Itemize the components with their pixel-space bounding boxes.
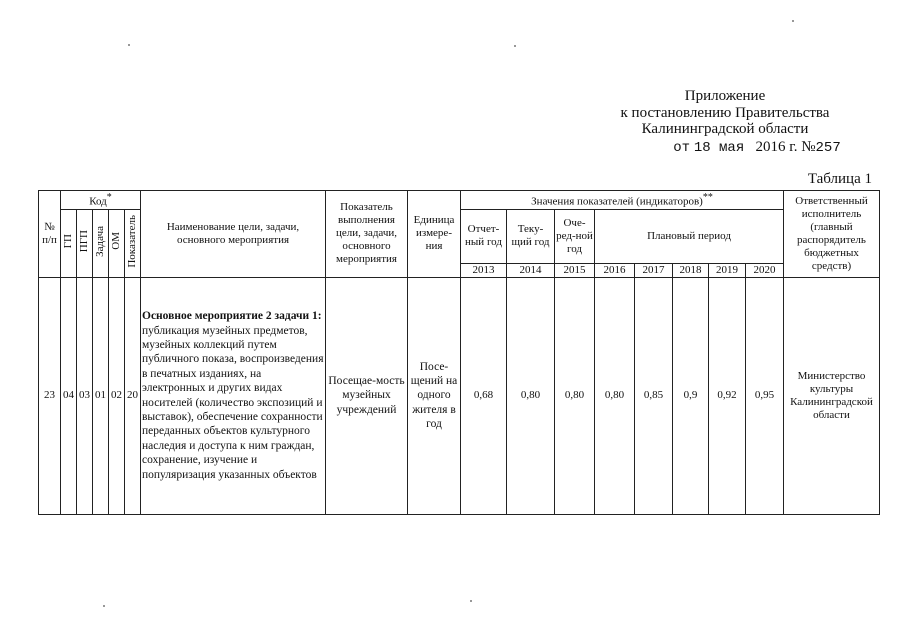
next-year-header: Оче-ред-ной год [555, 209, 595, 263]
year-cell: 2014 [507, 263, 555, 277]
row-value-2013: 0,68 [461, 277, 507, 514]
header-row-1 [39, 191, 880, 210]
scan-speck [103, 605, 105, 607]
code-pgp: ПГП [77, 209, 93, 277]
code-task: Задача [93, 209, 109, 277]
row-name-text [142, 309, 324, 482]
date-year: 2016 г. № [755, 138, 816, 155]
row-code-indicator: 20 [125, 277, 141, 514]
row-value-2015: 0,80 [555, 277, 595, 514]
row-value-2017: 0,85 [635, 277, 673, 514]
row-value-2019: 0,92 [709, 277, 746, 514]
table-row [39, 277, 880, 514]
scan-speck [514, 45, 516, 47]
code-gp: ГП [61, 209, 77, 277]
row-name-rest: публикация музейных предметов, музейных коллекций путем публичного показа, воспроизведения в печатных изданиях, на электронных и других видах носителей (количество экспозиций и выставок), обеспечение сохранности переданных объектов культурного наследия и доступа к ним граждан, сохранение, изучение и популяризация указанных объектов [142, 324, 324, 481]
col-responsible-header: Ответственный исполнитель (главный распорядитель бюджетных средств) [784, 191, 880, 278]
col-unit-header: Единица измере-ния [408, 191, 461, 278]
row-unit: Посе-щений на одного жителя в год [408, 277, 461, 514]
col-indicator-header: Показатель выполнения цели, задачи, основного мероприятия [326, 191, 408, 278]
row-code-task: 01 [93, 277, 109, 514]
header-resolution: к постановлению Правительства [620, 104, 830, 121]
year-cell: 2018 [673, 263, 709, 277]
scan-speck [128, 44, 130, 46]
plan-period-header: Плановый период [595, 209, 784, 263]
code-om: ОМ [109, 209, 125, 277]
row-name-bold: Основное мероприятие 2 задачи 1: [142, 310, 322, 323]
year-cell: 2017 [635, 263, 673, 277]
code-indicator: Показатель [125, 209, 141, 277]
date-handwritten: 18 мая [693, 139, 745, 156]
year-cell: 2016 [595, 263, 635, 277]
document-header [560, 88, 890, 156]
row-value-2014: 0,80 [507, 277, 555, 514]
doc-number: 257 [815, 139, 841, 156]
row-indicator: Посещае-мость музейных учреждений [326, 277, 408, 514]
row-name [141, 277, 326, 514]
header-appendix: Приложение [684, 88, 766, 104]
year-cell: 2013 [461, 263, 507, 277]
year-cell: 2020 [746, 263, 784, 277]
row-value-2016: 0,80 [595, 277, 635, 514]
scan-speck [792, 20, 794, 22]
col-name-header: Наименование цели, задачи, основного мероприятия [141, 191, 326, 278]
row-num: 23 [39, 277, 61, 514]
row-value-2018: 0,9 [673, 277, 709, 514]
header-date-line [560, 139, 890, 157]
row-value-2020: 0,95 [746, 277, 784, 514]
table-caption: Таблица 1 [807, 171, 872, 187]
row-code-om: 02 [109, 277, 125, 514]
indicators-table [38, 190, 880, 515]
year-cell: 2019 [709, 263, 746, 277]
row-responsible: Министерство культуры Калининградской области [784, 277, 880, 514]
col-num-header: № п/п [39, 191, 61, 278]
row-code-pgp: 03 [77, 277, 93, 514]
current-year-header: Теку-щий год [507, 209, 555, 263]
col-values-header: Значения показателей (индикаторов)** [461, 191, 784, 210]
header-region: Калининградской области [641, 121, 809, 137]
date-prefix: от [673, 139, 691, 156]
year-cell: 2015 [555, 263, 595, 277]
col-code-header: Код* [61, 191, 141, 210]
scan-speck [470, 600, 472, 602]
row-code-gp: 04 [61, 277, 77, 514]
report-year-header: Отчет-ный год [461, 209, 507, 263]
